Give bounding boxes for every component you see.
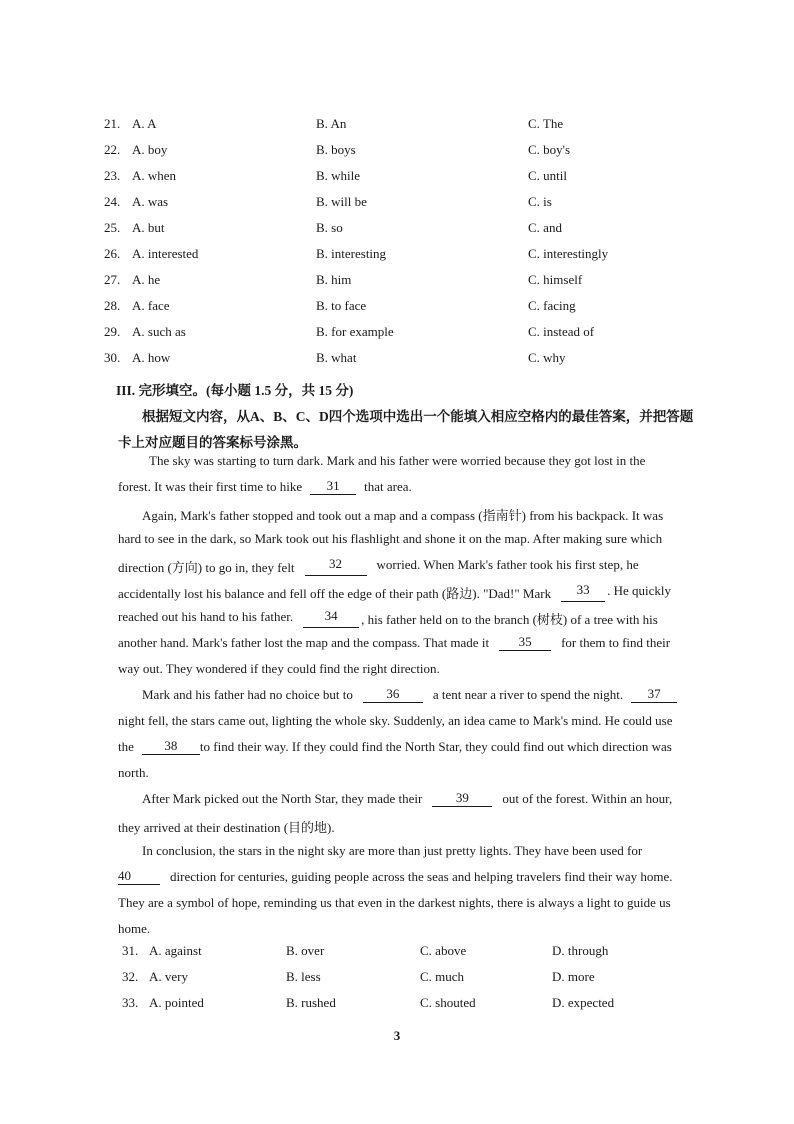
- passage-text: to find their way. If they could find the North Star, they could find out which direction was: [199, 739, 672, 754]
- option-b: B. less: [286, 969, 321, 984]
- passage-line: [118, 531, 708, 547]
- option-a: A. was: [132, 194, 169, 209]
- passage-line: [149, 453, 708, 469]
- option-a: A. against: [149, 943, 202, 958]
- passage-text: , his father held on to the branch (树枝) of a tree with his: [361, 612, 658, 627]
- blank-31: 31: [310, 479, 356, 495]
- option-c: C. why: [528, 350, 566, 365]
- option-b: B. interesting: [316, 246, 387, 261]
- passage-line: [118, 479, 708, 495]
- option-a: A. when: [132, 168, 177, 183]
- option-c: C. is: [528, 194, 552, 209]
- option-a: A. but: [132, 220, 165, 235]
- section-title: III. 完形填空。(每小题 1.5 分，共 15 分): [116, 383, 354, 398]
- option-c: C. and: [528, 220, 562, 235]
- passage-line: [118, 713, 708, 729]
- option-d: D. through: [552, 943, 609, 958]
- option-c: C. instead of: [528, 324, 595, 339]
- question-number: 28.: [104, 298, 121, 313]
- option-a: A. he: [132, 272, 161, 287]
- option-a: A. pointed: [149, 995, 204, 1010]
- option-row: [0, 168, 794, 188]
- passage-line: [118, 869, 708, 885]
- passage-line: [118, 921, 708, 937]
- option-c: C. interestingly: [528, 246, 609, 261]
- question-number: 26.: [104, 246, 121, 261]
- passage-text: for them to find their: [561, 635, 671, 650]
- option-c: C. until: [528, 168, 568, 183]
- option-c: C. The: [528, 116, 564, 131]
- option-b: B. him: [316, 272, 352, 287]
- option-d: D. more: [552, 969, 595, 984]
- question-number: 25.: [104, 220, 121, 235]
- option-row: [0, 943, 794, 963]
- passage-line: [118, 765, 708, 781]
- question-number: 33.: [122, 995, 139, 1010]
- passage-text: The sky was starting to turn dark. Mark and his father were worried because they got lost in the: [149, 453, 646, 468]
- passage-line: [142, 687, 708, 703]
- passage-text: They are a symbol of hope, reminding us that even in the darkest nights, there is always a light to guide us: [118, 895, 671, 910]
- passage-text: home.: [118, 921, 151, 936]
- passage-line: [118, 609, 708, 628]
- blank-39: 39: [432, 791, 492, 807]
- passage-text: worried. When Mark's father took his first step, he: [376, 557, 639, 572]
- passage-line: [118, 661, 708, 677]
- option-row: [0, 272, 794, 292]
- passage-line: [118, 583, 708, 602]
- passage-text: . He quickly: [607, 583, 671, 598]
- option-a: A. boy: [132, 142, 168, 157]
- question-number: 27.: [104, 272, 121, 287]
- option-c: C. above: [420, 943, 467, 958]
- passage-text: Again, Mark's father stopped and took out a map and a compass (指南针) from his backpack. It was: [142, 508, 664, 523]
- option-row: [0, 350, 794, 370]
- option-row: [0, 298, 794, 318]
- passage-text: direction for centuries, guiding people across the seas and helping travelers find their way home.: [170, 869, 673, 884]
- passage-text: reached out his hand to his father.: [118, 609, 294, 624]
- option-row: [0, 116, 794, 136]
- option-row: [0, 995, 794, 1015]
- option-c: C. boy's: [528, 142, 571, 157]
- option-b: B. over: [286, 943, 325, 958]
- passage-line: [142, 843, 708, 859]
- option-b: B. to face: [316, 298, 367, 313]
- option-a: A. such as: [132, 324, 186, 339]
- passage-text: another hand. Mark's father lost the map and the compass. That made it: [118, 635, 490, 650]
- blank-40: 40: [118, 869, 160, 885]
- passage-text: In conclusion, the stars in the night sky are more than just pretty lights. They have been used for: [142, 843, 643, 858]
- passage-text: that area.: [364, 479, 412, 494]
- section-instruction-line2: 卡上对应题目的答案标号涂黑。: [118, 435, 307, 450]
- option-b: B. rushed: [286, 995, 336, 1010]
- option-b: B. what: [316, 350, 357, 365]
- option-row: [0, 220, 794, 240]
- option-row: [0, 324, 794, 344]
- option-a: A. how: [132, 350, 171, 365]
- passage-line: [118, 817, 708, 836]
- passage-line: [142, 505, 708, 524]
- question-number: 21.: [104, 116, 121, 131]
- option-row: [0, 246, 794, 266]
- option-c: C. himself: [528, 272, 583, 287]
- option-b: B. An: [316, 116, 347, 131]
- passage-line: [118, 557, 708, 576]
- option-c: C. much: [420, 969, 465, 984]
- passage-text: out of the forest. Within an hour,: [502, 791, 673, 806]
- passage-text: hard to see in the dark, so Mark took out his flashlight and shone it on the map. After making sure which: [118, 531, 663, 546]
- blank-33: 33: [561, 583, 605, 602]
- passage-text: After Mark picked out the North Star, they made their: [142, 791, 423, 806]
- question-number: 24.: [104, 194, 121, 209]
- question-number: 23.: [104, 168, 121, 183]
- option-b: B. while: [316, 168, 361, 183]
- page-number: 3: [393, 1028, 401, 1043]
- question-number: 32.: [122, 969, 139, 984]
- option-c: C. facing: [528, 298, 576, 313]
- passage-text: a tent near a river to spend the night.: [432, 687, 624, 702]
- passage-line: [118, 635, 708, 651]
- passage-line: [118, 895, 708, 911]
- passage-line: [118, 739, 708, 755]
- option-b: B. will be: [316, 194, 367, 209]
- option-a: A. interested: [132, 246, 199, 261]
- option-row: [0, 969, 794, 989]
- passage-text: accidentally lost his balance and fell off the edge of their path (路边). "Dad!" Mark: [118, 586, 552, 601]
- blank-36: 36: [363, 687, 423, 703]
- option-a: A. A: [132, 116, 157, 131]
- passage-text: they arrived at their destination (目的地).: [118, 820, 335, 835]
- passage-text: the: [118, 739, 134, 754]
- passage-line: [142, 791, 708, 807]
- option-a: A. face: [132, 298, 170, 313]
- option-b: B. boys: [316, 142, 356, 157]
- option-b: B. for example: [316, 324, 394, 339]
- option-row: [0, 142, 794, 162]
- blank-32: 32: [305, 557, 367, 576]
- passage-text: direction (方向) to go in, they felt: [118, 560, 295, 575]
- question-number: 22.: [104, 142, 121, 157]
- passage-text: Mark and his father had no choice but to: [142, 687, 353, 702]
- blank-38: 38: [142, 739, 200, 755]
- blank-37: 37: [631, 687, 677, 703]
- passage-text: way out. They wondered if they could find the right direction.: [118, 661, 440, 676]
- option-row: [0, 194, 794, 214]
- blank-35: 35: [499, 635, 551, 651]
- question-number: 30.: [104, 350, 121, 365]
- passage-text: night fell, the stars came out, lighting the whole sky. Suddenly, an idea came to Mark's mind. He could use: [118, 713, 673, 728]
- passage-text: north.: [118, 765, 149, 780]
- section-instruction-line1: 根据短文内容，从A、B、C、D四个选项中选出一个能填入相应空格内的最佳答案，并把答题: [142, 409, 694, 424]
- option-a: A. very: [149, 969, 188, 984]
- option-b: B. so: [316, 220, 343, 235]
- passage-text: forest. It was their first time to hike: [118, 479, 303, 494]
- question-number: 31.: [122, 943, 139, 958]
- option-d: D. expected: [552, 995, 615, 1010]
- blank-34: 34: [303, 609, 359, 628]
- option-c: C. shouted: [420, 995, 476, 1010]
- question-number: 29.: [104, 324, 121, 339]
